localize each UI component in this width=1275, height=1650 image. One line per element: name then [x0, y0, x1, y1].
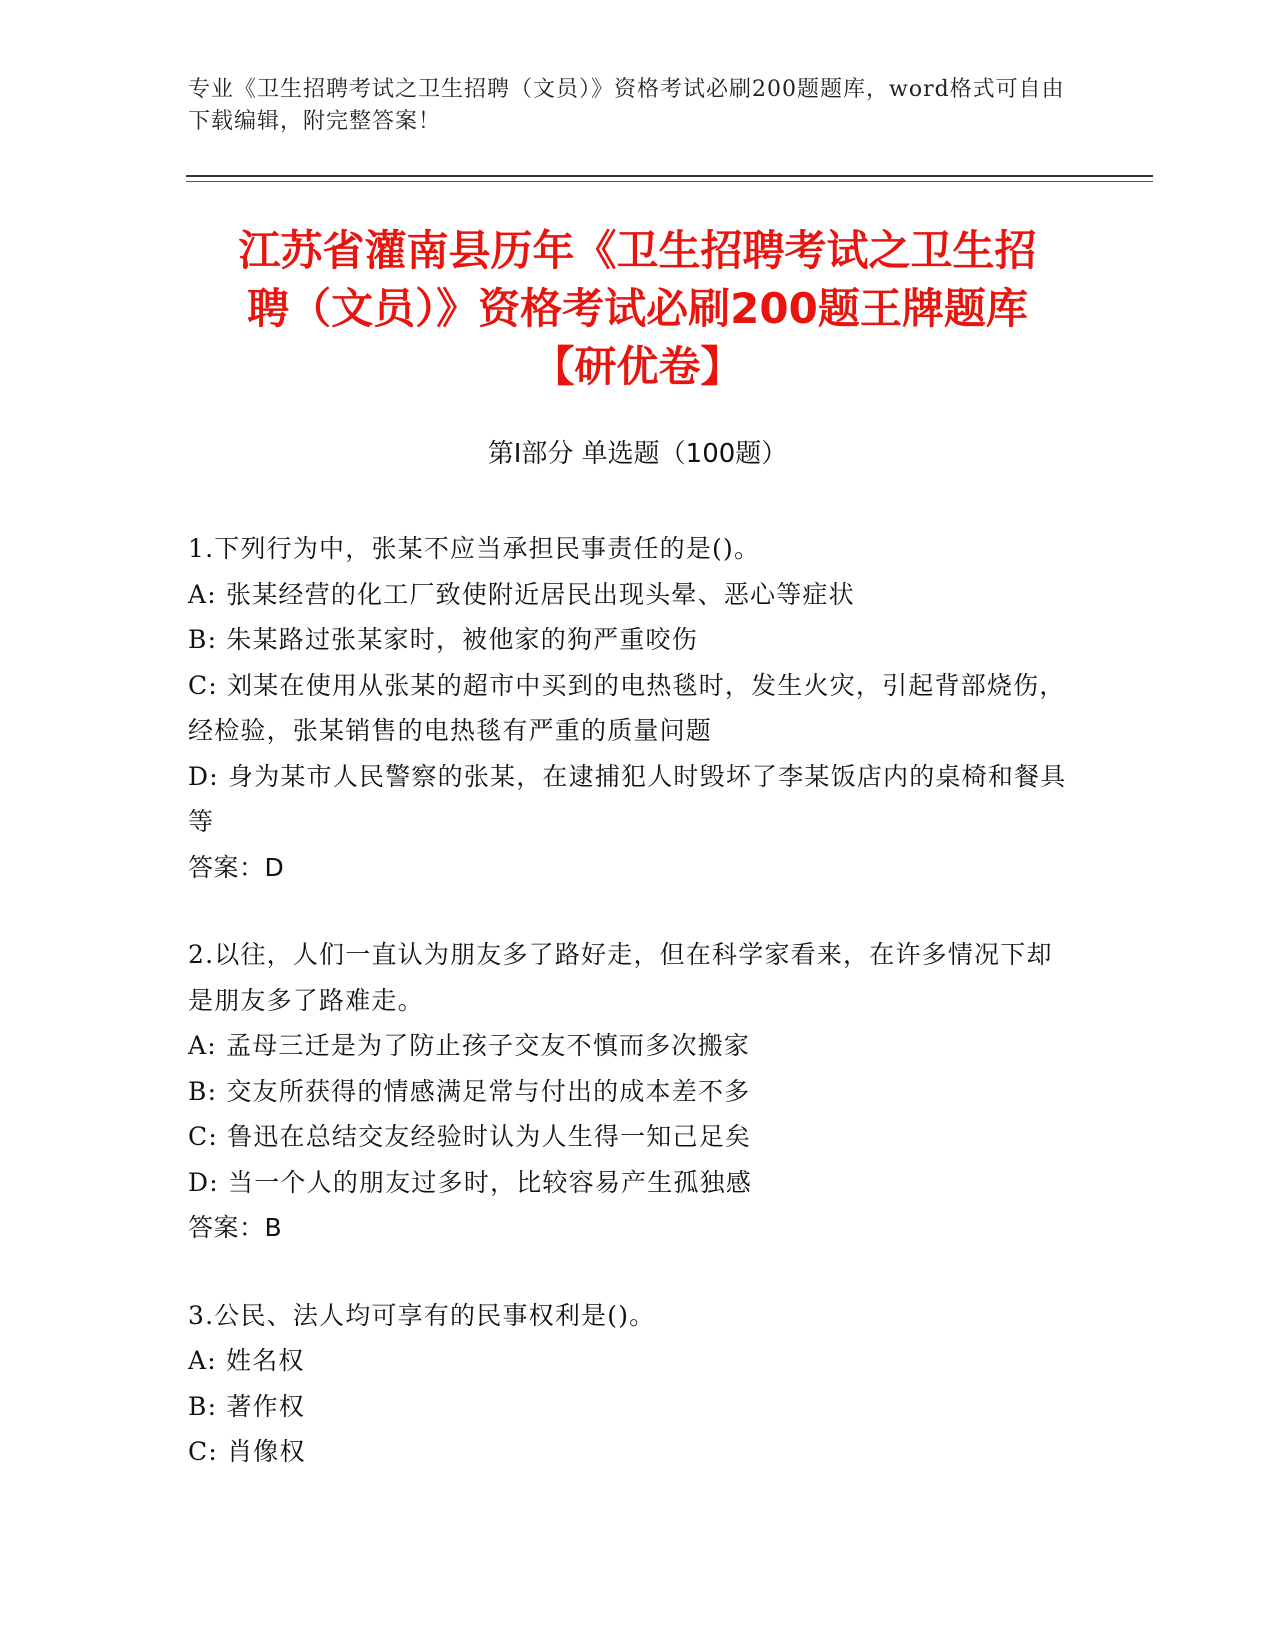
option-b: B: 交友所获得的情感满足常与付出的成本差不多	[188, 1076, 751, 1106]
option-b: B: 著作权	[188, 1391, 305, 1421]
question-stem: 1.下列行为中，张某不应当承担民事责任的是()。	[188, 534, 761, 563]
question-stem: 3.公民、法人均可享有的民事权利是()。	[188, 1300, 656, 1330]
option-d: D: 当一个人的朋友过多时，比较容易产生孤独感	[188, 1167, 753, 1197]
title-line-3: 【研优卷】	[532, 342, 743, 391]
option-d: D: 身为某市人民警察的张某，在逮捕犯人时毁坏了李某饭店内的桌椅和餐具等	[188, 761, 1067, 836]
header-rule-thin	[186, 181, 1153, 182]
question-1	[188, 526, 1068, 890]
answer: 答案：B	[188, 1213, 283, 1242]
option-c: C: 鲁迅在总结交友经验时认为人生得一知己足矣	[188, 1122, 752, 1151]
title-line-2: 聘（文员）》资格考试必刷200题王牌题库	[247, 284, 1028, 333]
option-b: B: 朱某路过张某家时，被他家的狗严重咬伤	[188, 625, 698, 654]
title-line-1: 江苏省灌南县历年《卫生招聘考试之卫生招	[238, 226, 1037, 275]
question-2	[188, 932, 1068, 1251]
answer: 答案：D	[188, 852, 285, 882]
option-c: C: 肖像权	[188, 1437, 306, 1466]
option-a: A: 孟母三迁是为了防止孩子交友不慎而多次搬家	[188, 1031, 751, 1060]
option-c: C: 刘某在使用从张某的超市中买到的电热毯时，发生火灾，引起背部烧伤，经检验，张某销售的电热毯有严重的质量问题	[188, 670, 1066, 745]
question-stem: 2.以往，人们一直认为朋友多了路好走，但在科学家看来，在许多情况下却是朋友多了路难走。	[188, 940, 1053, 1015]
section-heading: 第I部分 单选题（100题）	[487, 439, 788, 469]
header-rule-thick	[186, 175, 1153, 177]
document-title	[150, 222, 1125, 396]
option-a: A: 张某经营的化工厂致使附近居民出现头晕、恶心等症状	[188, 579, 855, 609]
option-a: A: 姓名权	[188, 1346, 305, 1375]
question-3	[188, 1293, 1068, 1475]
question-list	[188, 526, 1068, 1517]
header-note: 专业《卫生招聘考试之卫生招聘（文员）》资格考试必刷200题题库，word格式可自由下载编辑，附完整答案！	[188, 77, 1065, 134]
